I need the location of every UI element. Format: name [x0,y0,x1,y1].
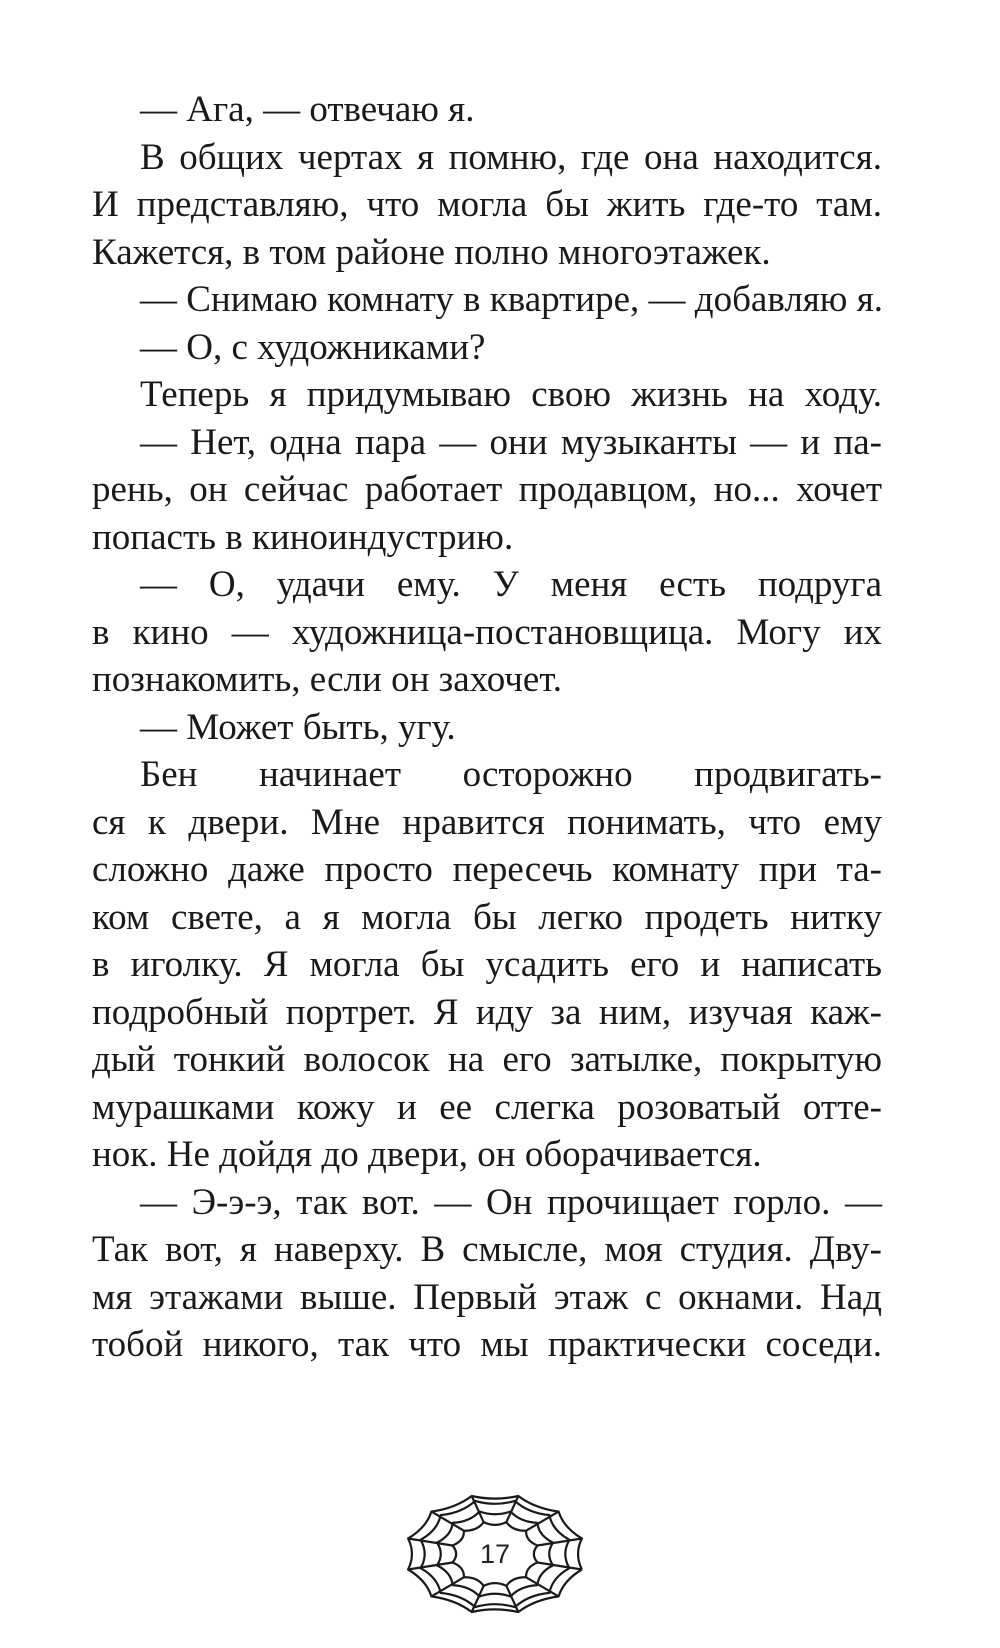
text-line: В общих чертах я помню, где она находится. [140,136,882,178]
text-line: рень, он сейчас работает продавцом, но... хочет [92,469,882,510]
text-line: подробный портрет. Я иду за ним, изучая каж- [92,991,882,1033]
text-line: Теперь я придумываю свою жизнь на ходу. [140,374,882,415]
text-line: — Ага, — отвечаю я. [140,89,475,130]
text-line: мя этажами выше. Первый этаж с окнами. Над [92,1276,882,1318]
text-line: познакомить, если он захочет. [92,659,562,700]
text-line: — О, удачи ему. У меня есть подруга [140,564,882,605]
text-line: ся к двери. Мне нравится понимать, что ему [92,801,882,843]
text-line: попасть в киноиндустрию. [92,516,514,558]
text-line: — Снимаю комнату в квартире, — добавляю я. [140,279,883,320]
text-line: в иголку. Я могла бы усадить его и написать [92,944,882,985]
text-line: Кажется, в том районе полно многоэтажек. [92,231,771,273]
page-number: 17 [479,1538,511,1569]
text-line: в кино — художница-постановщица. Могу их [92,611,882,653]
text-line: мурашками кожу и ее слегка розоватый отте- [92,1086,882,1128]
text-line: И представляю, что могла бы жить где-то там. [92,184,882,225]
text-line: — Э-э-э, так вот. — Он прочищает горло. — [140,1181,882,1223]
text-line: Так вот, я наверху. В смысле, моя студия. Дву- [92,1229,882,1270]
body-text [92,86,882,1369]
text-line: нок. Не дойдя до двери, он оборачивается. [92,1134,762,1175]
text-line: — О, с художниками? [140,326,486,368]
text-line: — Нет, одна пара — они музыканты — и па- [140,421,882,463]
text-line: сложно даже просто пересечь комнату при та- [92,849,882,890]
text-line: дый тонкий волосок на его затылке, покрытую [92,1039,882,1080]
text-line: ком свете, а я могла бы легко продеть нитку [92,896,882,938]
text-line: — Может быть, угу. [140,706,456,748]
text-line: тобой никого, так что мы практически соседи. [92,1324,882,1365]
text-line: Бен начинает осторожно продвигать- [140,754,882,795]
